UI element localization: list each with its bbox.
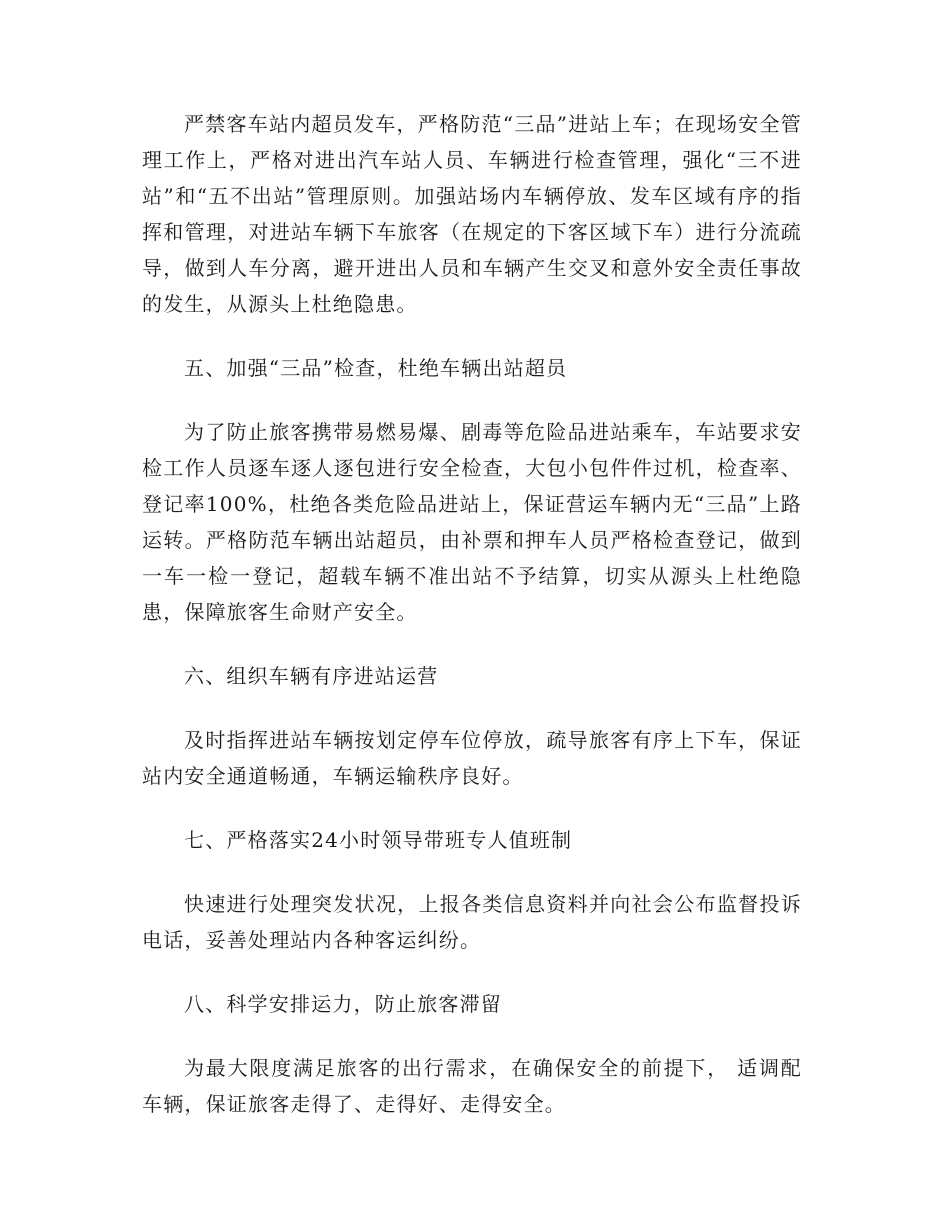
paragraph-security-check: 为了防止旅客携带易燃易爆、剧毒等危险品进站乘车，车站要求安检工作人员逐车逐人逐包进行安全检查，大包小包件件过机，检查率、登记率100%，杜绝各类危险品进站上，保证营运车辆内无“三品”上路运转。严格防范车辆出站超员，由补票和押车人员严格检查登记，做到一车一检一登记，超载车辆不准出站不予结算，切实从源头上杜绝隐患，保障旅客生命财产安全。 — [142, 420, 802, 624]
paragraph-duty-system: 快速进行处理突发状况，上报各类信息资料并向社会公布监督投诉电话，妥善处理站内各种客运纠纷。 — [142, 892, 802, 952]
section-heading-7: 七、严格落实24小时领导带班专人值班制 — [184, 828, 573, 852]
paragraph-orderly-entry: 及时指挥进站车辆按划定停车位停放，疏导旅客有序上下车，保证站内安全通道畅通，车辆运输秩序良好。 — [142, 728, 802, 788]
section-heading-6: 六、组织车辆有序进站运营 — [184, 664, 439, 688]
paragraph-capacity-planning: 为最大限度满足旅客的出行需求，在确保安全的前提下， 适调配车辆，保证旅客走得了、走得好、走得安全。 — [142, 1056, 802, 1116]
paragraph-station-safety: 严禁客车站内超员发车，严格防范“三品”进站上车；在现场安全管理工作上，严格对进出汽车站人员、车辆进行检查管理，强化“三不进站”和“五不出站”管理原则。加强站场内车辆停放、发车区域有序的指挥和管理，对进站车辆下车旅客（在规定的下客区域下车）进行分流疏导，做到人车分离，避开进出人员和车辆产生交叉和意外安全责任事故的发生，从源头上杜绝隐患。 — [142, 112, 802, 316]
document-body — [142, 106, 802, 1150]
section-heading-8: 八、科学安排运力，防止旅客滞留 — [184, 992, 502, 1016]
section-heading-5: 五、加强“三品”检查，杜绝车辆出站超员 — [184, 356, 568, 380]
